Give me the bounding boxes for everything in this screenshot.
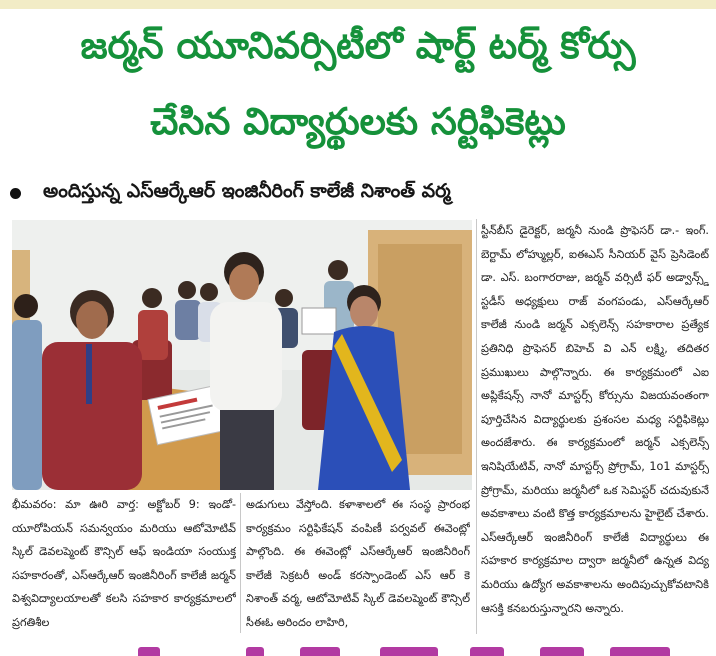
top-color-strip <box>0 0 716 9</box>
subheadline-text: అందిస్తున్న ఎస్ఆర్కేఆర్ ఇంజినీరింగ్ కాలేజీ నిశాంత్ వర్మ <box>43 179 451 202</box>
headline-line-1: జర్మన్ యూనివర్సిటీలో షార్ట్ టర్మ్ కోర్సు <box>80 24 636 67</box>
bullet-icon <box>10 188 21 199</box>
headline-line-2: చేసిన విద్యార్థులకు సర్టిఫికెట్లు <box>150 100 566 143</box>
article-right-column: స్టీన్‌బీస్ డైరెక్టర్, జర్మనీ నుండి ప్రొఫెసర్ డా.- ఇంగ్. బెర్టామ్ లోహ్ముల్లర్, ఐఈఎస్ సీనియర్ వైస్ ప్రెసిడెంట్ డా. ఎస్. బంగారరాజు, జర్మన్ వర్సిటీ ఫర్ అడ్వాన్స్డ్ స్టడీస్ అధ్యక్షులు రాజ్ వంగపండు, ఎస్ఆర్కేఆర్ కాలేజీ నుండి జర్మన్ ఎక్సలెన్స్ సహకారాల ప్రత్యేక ప్రతినిధి ప్రొఫెసర్ బిహెచ్ వి ఎన్ లక్ష్మి, తదితర ప్రముఖులు పాల్గొన్నారు. ఈ కార్యక్రమంలో ఎఐ అప్లికేషన్స్ నానో మాస్టర్స్ కోర్సును విజయవంతంగా పూర్తిచేసిన విద్యార్థులకు ప్రశంసల మధ్య సర్టిఫికెట్లు అందజేశారు. ఈ కార్యక్రమంలో జర్మన్ ఎక్సలెన్స్ ఇనిషియేటివ్, నానో మాస్టర్స్ ప్రోగ్రామ్, 1o1 మాస్టర్స్ ప్రోగ్రామ్, మరియు జర్మనీలో ఒక సెమిస్టర్ చదువుకునే అవకాశాలు వంటి కొత్త కార్యక్రమాలను హైలైట్ చేశారు. ఎస్ఆర్కేఆర్ ఇంజినీరింగ్ కాలేజీ విద్యార్థులు ఈ సహకార కార్యక్రమాల ద్వారా జర్మనీలో ఉన్నత విద్య మరియు ఉద్యోగ అవకాశాలను అందిపుచ్చుకోవటానికి ఆసక్తి కనబరుస్తున్నారని అన్నారు. <box>481 224 709 615</box>
column-divider <box>476 219 477 634</box>
article-middle-column: అడుగులు వేస్తోంది. కళాశాలలో ఈ సంస్థ ప్రారంభ కార్యక్రమం సర్టిఫికేషన్ వంపిణీ పర్వవల్ ఈవెంట్లో పాల్గొంది. ఈ ఈవెంట్లో ఎస్ఆర్కేఆర్ ఇంజినీరింగ్ కాలేజీ సెక్రటరీ అండ్ కరస్పాండెంట్ ఎస్ ఆర్ కె నిశాంత్ వర్మ, ఆటోమోటివ్ స్కిల్ డెవలప్మెంట్ కౌన్సిల్ సీఈఓ అరిందం లాహిరి, <box>246 498 470 629</box>
next-headline-fragment <box>0 641 716 656</box>
news-photo <box>12 220 472 490</box>
column-divider <box>240 493 241 633</box>
article-left-column: భీమవరం: మా ఊరి వార్త: అక్టోబర్ 9: ఇండో- యూరోపియన్ సమన్వయం మరియు ఆటోమోటివ్ స్కిల్ డెవలప్మెంట్ కౌన్సిల్ ఆఫ్ ఇండియా సంయుక్త సహకారంతో, ఎస్ఆర్కేఆర్ ఇంజినీరింగ్ కాలేజీ జర్మన్ విశ్వవిద్యాలయాలతో కలసి సహకార కార్యక్రమాలలో ప్రగతిశీల <box>12 498 236 629</box>
subheadline <box>10 176 710 210</box>
